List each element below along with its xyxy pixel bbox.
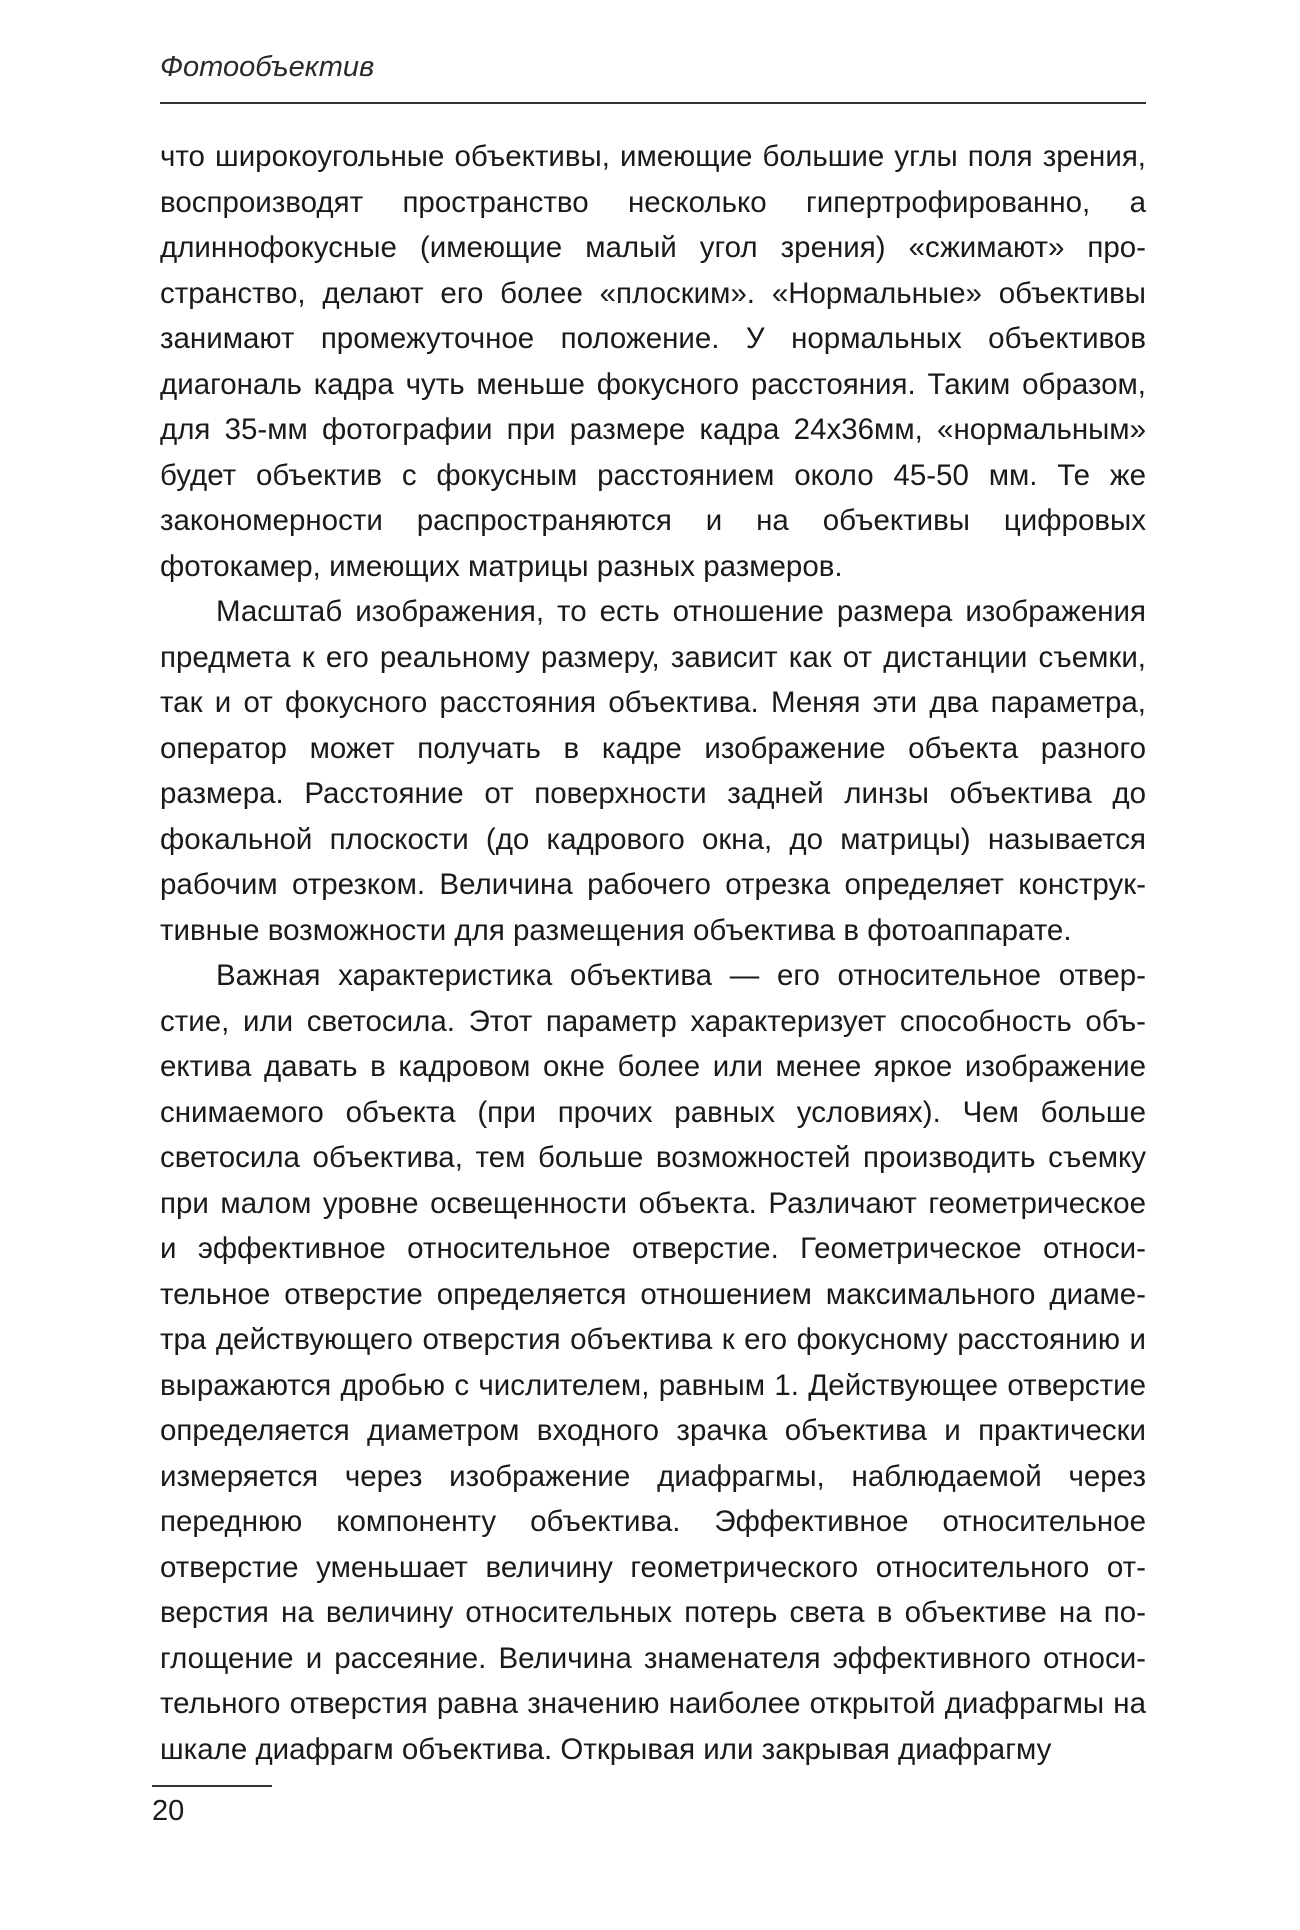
paragraph: Важная характеристика объектива — его относительное отверстие, или светосила. Этот параметр характеризует способность объектива давать в кадровом окне более или менее яркое изображение снимаемого объекта (при прочих равных условиях). Чем больше светосила объектива, тем больше возможностей производить съемку при малом уровне освещенности объекта. Различают геометрическое и эффективное относительное отверстие. Геометрическое относительное отверстие определяется отношением максимального диаметра действующего отверстия объектива к его фокусному расстоянию и выражаются дробью с числителем, равным 1. Действующее отверстие определяется диаметром входного зрачка объектива и практически измеряется через изображение диафрагмы, наблюдаемой через переднюю компоненту объектива. Эффективное относительное отверстие уменьшает величину геометрического относительного отверстия на величину относительных потерь света в объективе на поглощение и рассеяние. Величина знаменателя эффективного относительного отверстия равна значению наиболее открытой диафрагмы на шкале диафрагм объектива. Открывая или закрывая диафрагму: [160, 959, 1146, 1766]
running-header: Фотообъектив: [160, 48, 1146, 104]
paragraph: что широкоугольные объективы, имеющие большие углы поля зрения, воспроизводят пространство несколько гипертрофированно, а длиннофокусные (имеющие малый угол зрения) «сжимают» пространство, делают его более «плоским». «Нормальные» объективы занимают промежуточное положение. У нормальных объективов диагональ кадра чуть меньше фокусного расстояния. Таким образом, для 35-мм фотографии при размере кадра 24х36мм, «нормальным» будет объектив с фокусным расстоянием около 45-50 мм. Те же закономерности распространяются и на объективы цифровых фотокамер, имеющих матрицы разных размеров.: [160, 140, 1146, 583]
body-text: [160, 134, 1146, 1772]
page-number: 20: [152, 1795, 185, 1827]
page-footer: [152, 1785, 452, 1829]
paragraph: Масштаб изображения, то есть отношение размера изображения предмета к его реальному размеру, зависит как от дистанции съемки, так и от фокусного расстояния объектива. Меняя эти два параметра, оператор может получать в кадре изображение объекта разного размера. Расстояние от поверхности задней линзы объектива до фокальной плоскости (до кадрового окна, до матрицы) называется рабочим отрезком. Величина рабочего отрезка определяет конструктивные возможности для размещения объектива в фотоаппарате.: [160, 595, 1146, 947]
footer-rule: [152, 1785, 272, 1787]
page: [160, 48, 1146, 1772]
